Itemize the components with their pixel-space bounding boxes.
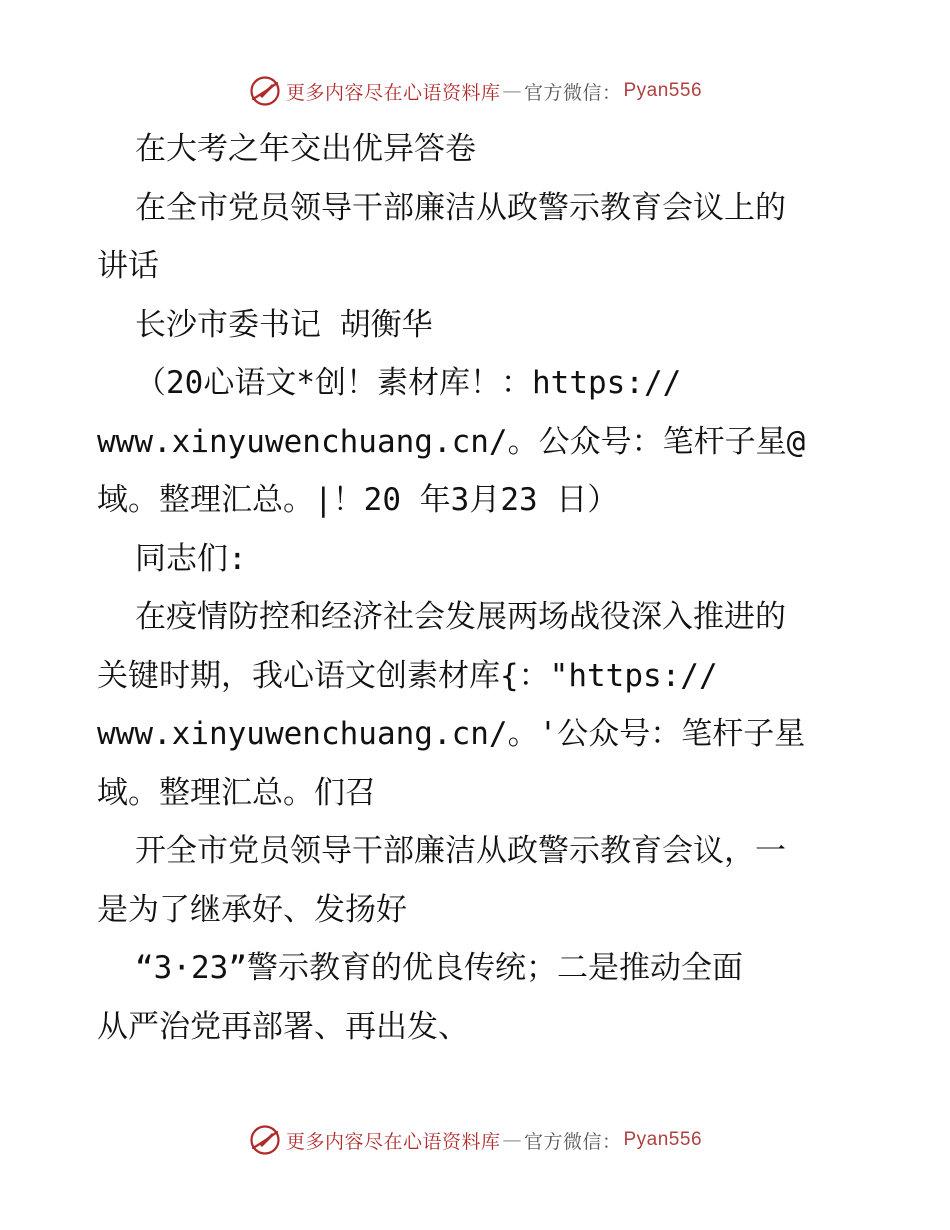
paragraph-line: www.xinyuwenchuang.cn/。'公众号：笔杆子星 xyxy=(97,716,806,752)
source-note-line: （20心语文*创！素材库！：https:// xyxy=(135,365,682,401)
banner-account-id: Pyan556 xyxy=(623,80,703,101)
salutation-line: 同志们: xyxy=(135,540,247,577)
banner-account-id: Pyan556 xyxy=(623,1129,703,1150)
author-line: 长沙市委书记 胡衡华 xyxy=(135,306,433,343)
article-title: 在大考之年交出优异答卷 xyxy=(135,131,476,167)
banner-official-label: 官方微信： xyxy=(523,81,622,104)
footer-banner xyxy=(0,1120,950,1160)
paragraph-line: 域。整理汇总。们召 xyxy=(97,774,376,811)
paragraph-line: “3·23”警示教育的优良传统；二是推动全面 xyxy=(135,950,743,986)
banner-separator: — xyxy=(502,1129,522,1151)
paragraph-line: 在疫情防控和经济社会发展两场战役深入推进的 xyxy=(135,599,786,635)
source-note-line: www.xinyuwenchuang.cn/。公众号：笔杆子星@ xyxy=(97,423,806,460)
banner-separator: — xyxy=(502,80,522,102)
paragraph-line: 关键时期，我心语文创素材库{："https:// xyxy=(97,657,718,694)
article-subtitle-line: 在全市党员领导干部廉洁从政警示教育会议上的 xyxy=(135,189,786,226)
banner-brand-text: 更多内容尽在心语资料库 xyxy=(285,81,501,104)
banner-brand-text: 更多内容尽在心语资料库 xyxy=(285,1130,501,1153)
pen-logo-icon xyxy=(248,1123,282,1157)
paragraph-line: 是为了继承好、发扬好 xyxy=(97,891,407,928)
paragraph-line: 从严治党再部署、再出发、 xyxy=(97,1008,469,1045)
paragraph-line: 开全市党员领导干部廉洁从政警示教育会议，一 xyxy=(135,833,786,869)
article-body xyxy=(97,120,867,1056)
article-subtitle-line: 讲话 xyxy=(97,248,159,284)
banner-official-label: 官方微信： xyxy=(523,1130,622,1153)
pen-logo-icon xyxy=(248,74,282,108)
source-note-line: 域。整理汇总。|！20 年3月23 日） xyxy=(97,482,619,518)
header-banner xyxy=(0,71,950,111)
